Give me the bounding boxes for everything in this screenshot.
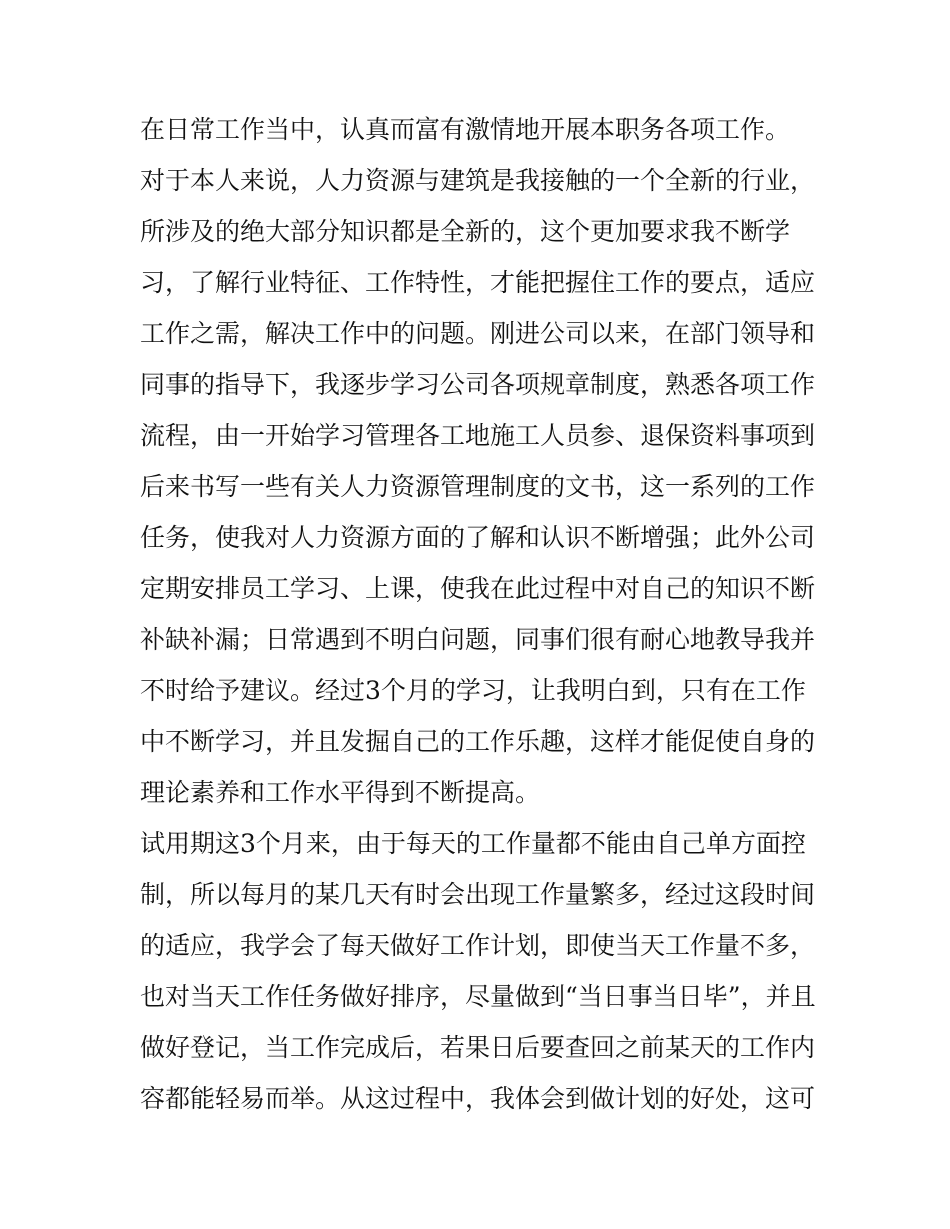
- paragraph-line: 也对当天工作任务做好排序，尽量做到“当日事当日毕”，并且: [140, 982, 816, 1011]
- paragraph-line: 做好登记，当工作完成后，若果日后要查回之前某天的工作内: [140, 1033, 816, 1062]
- paragraph-line: 对于本人来说，人力资源与建筑是我接触的一个全新的行业，: [140, 166, 816, 195]
- paragraph-line: 所涉及的绝大部分知识都是全新的，这个更加要求我不断学: [140, 217, 791, 246]
- paragraph-line: 补缺补漏；日常遇到不明白问题，同事们很有耐心地教导我并: [140, 625, 816, 654]
- paragraph-line: 习，了解行业特征、工作特性，才能把握住工作的要点，适应: [140, 268, 816, 297]
- paragraph-line: 后来书写一些有关人力资源管理制度的文书，这一系列的工作: [140, 472, 816, 501]
- paragraph-line: 不时给予建议。经过3个月的学习，让我明白到，只有在工作: [140, 676, 806, 705]
- paragraph-line: 理论素养和工作水平得到不断提高。: [140, 778, 541, 807]
- paragraph-line: 流程，由一开始学习管理各工地施工人员参、退保资料事项到: [140, 421, 816, 450]
- paragraph-line: 试用期这3个月来，由于每天的工作量都不能由自己单方面控: [140, 829, 806, 858]
- paragraph-line: 容都能轻易而举。从这过程中，我体会到做计划的好处，这可: [140, 1084, 816, 1113]
- paragraph-line: 同事的指导下，我逐步学习公司各项规章制度，熟悉各项工作: [140, 370, 816, 399]
- paragraph-line: 任务，使我对人力资源方面的了解和认识不断增强；此外公司: [140, 523, 816, 552]
- paragraph-line: 在日常工作当中，认真而富有激情地开展本职务各项工作。: [140, 115, 791, 144]
- paragraph-line: 定期安排员工学习、上课，使我在此过程中对自己的知识不断: [140, 574, 816, 603]
- paragraph-line: 制，所以每月的某几天有时会出现工作量繁多，经过这段时间: [140, 880, 816, 909]
- paragraph-line: 中不断学习，并且发掘自己的工作乐趣，这样才能促使自身的: [140, 727, 816, 756]
- paragraph-line: 工作之需，解决工作中的问题。刚进公司以来，在部门领导和: [140, 319, 816, 348]
- paragraph-line: 的适应，我学会了每天做好工作计划，即使当天工作量不多，: [140, 931, 816, 960]
